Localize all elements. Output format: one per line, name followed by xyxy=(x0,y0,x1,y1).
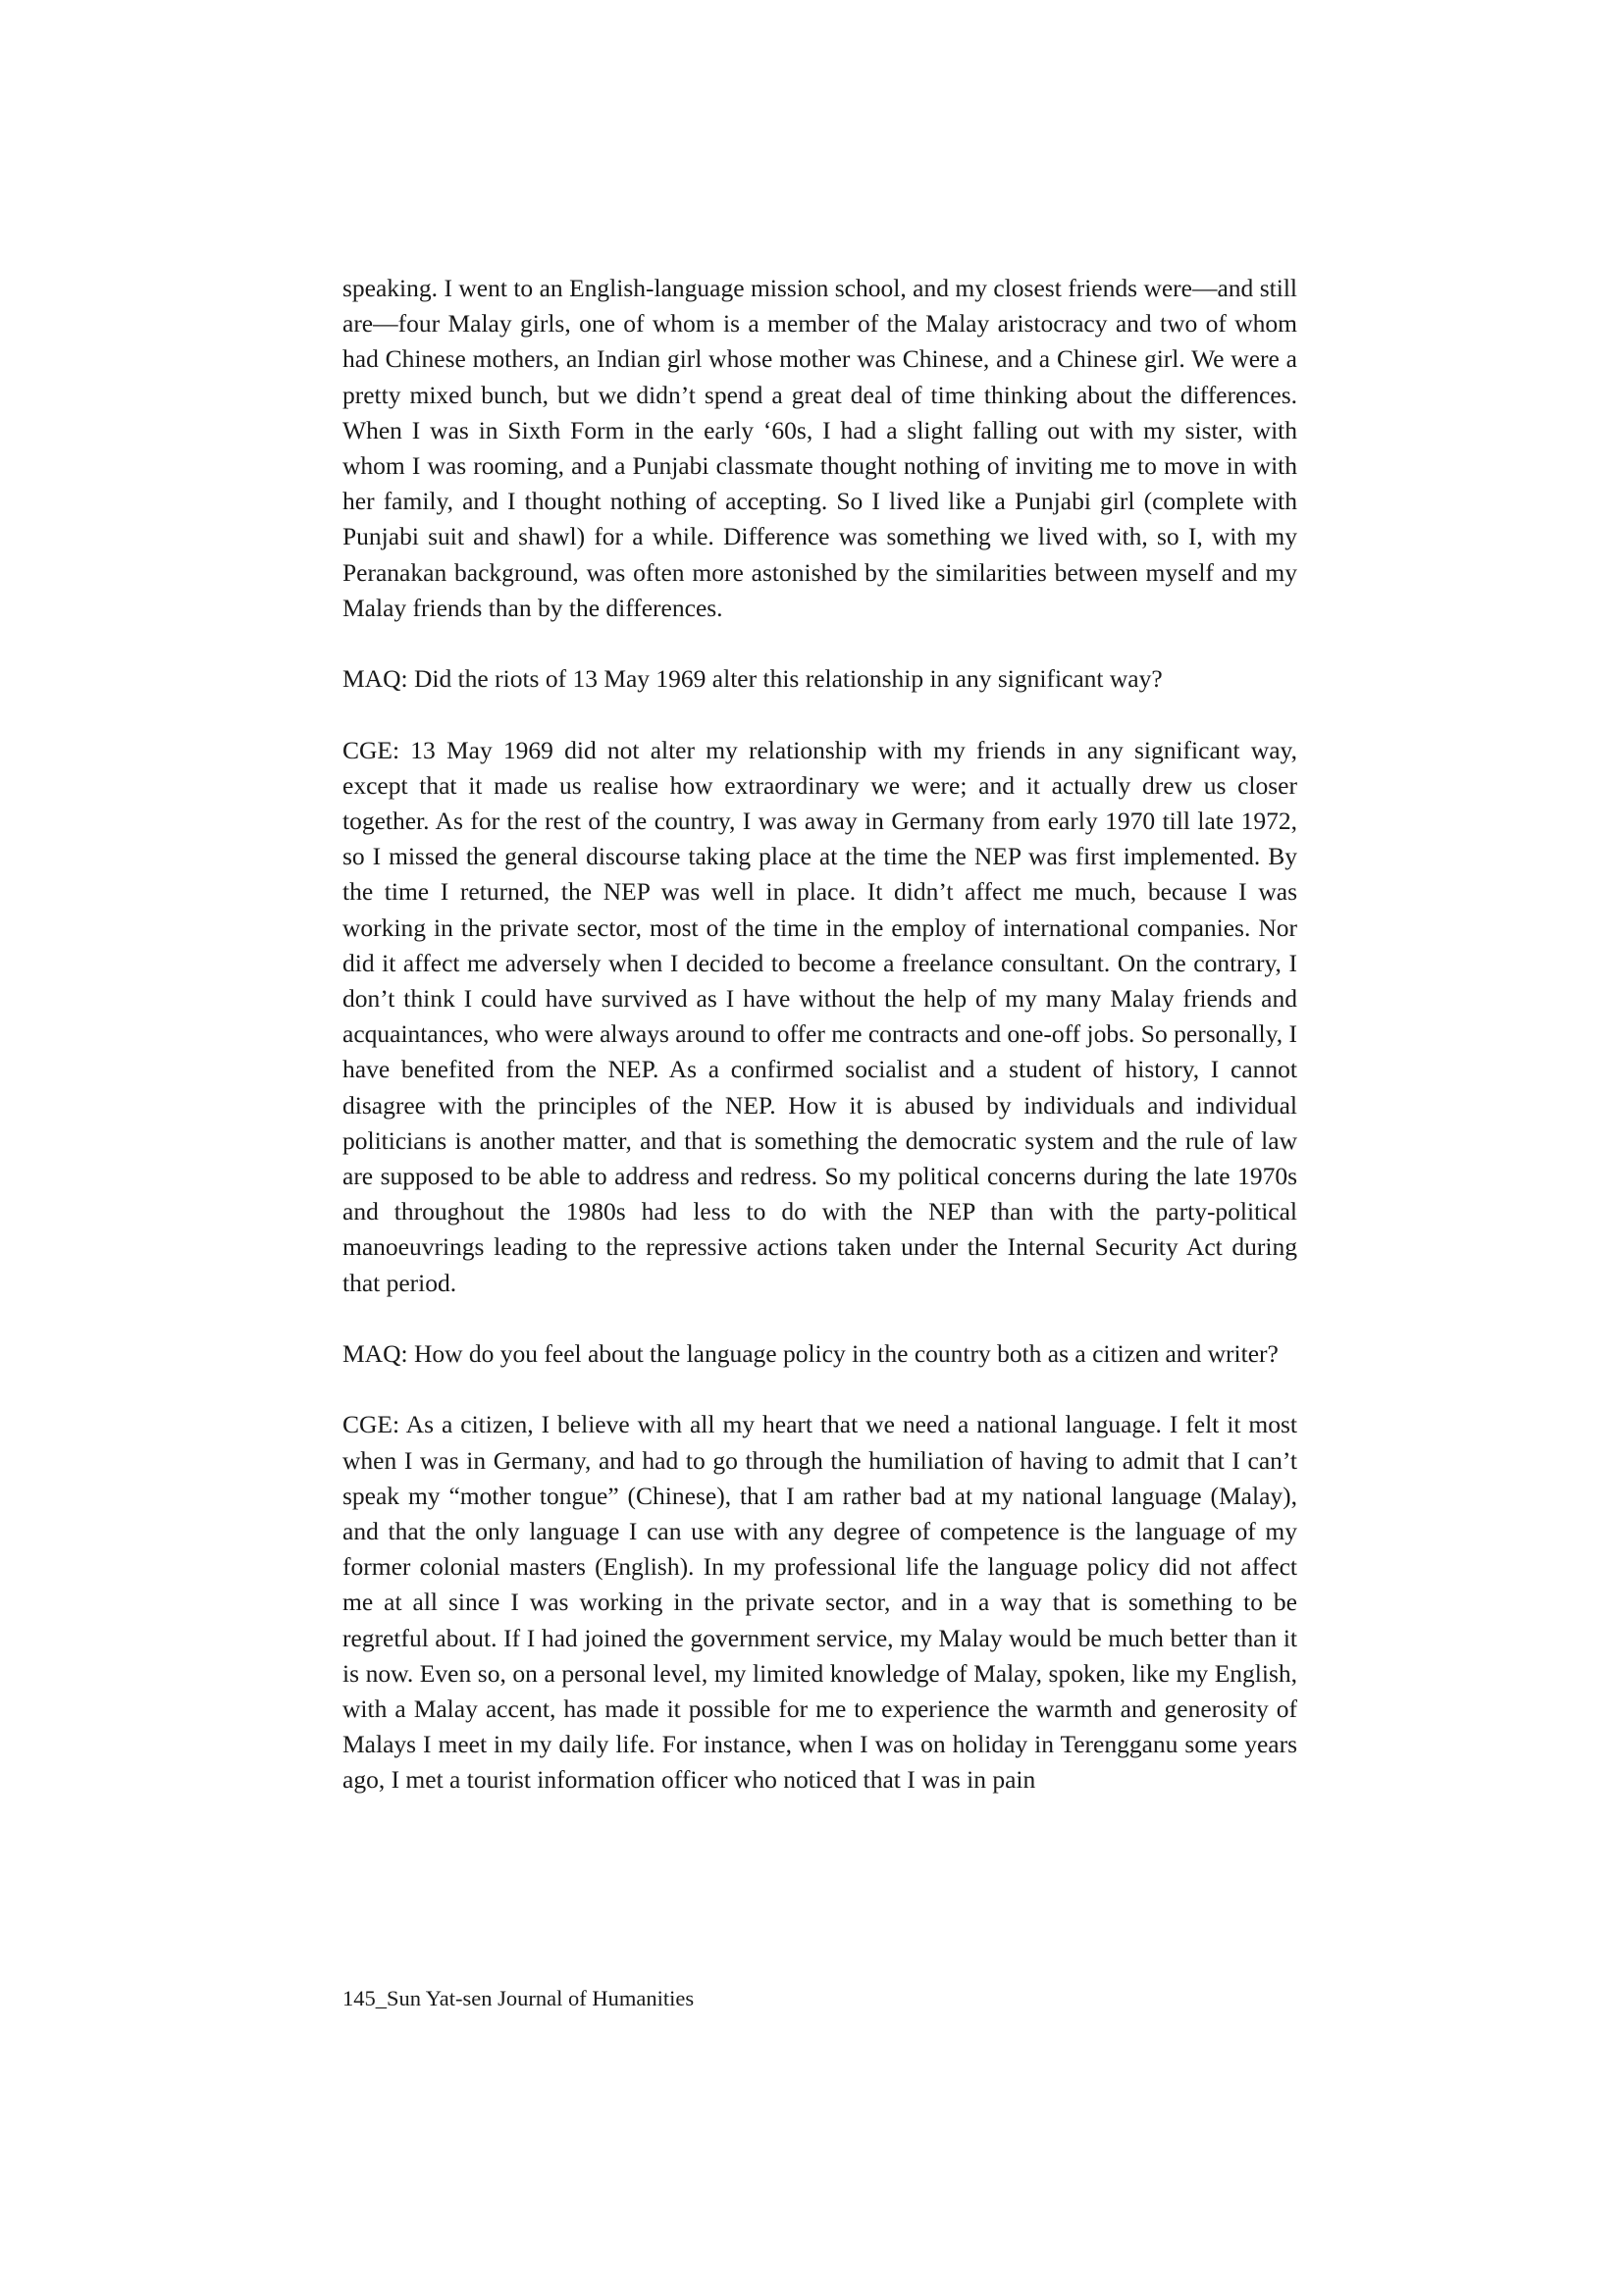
question-paragraph: MAQ: How do you feel about the language policy in the country both as a citizen and writer? xyxy=(342,1339,1279,1369)
answer-paragraph: CGE: As a citizen, I believe with all my heart that we need a national language. I felt it most when I was in Germany, and had to go through the humiliation of having to admit that I can’t speak my “mother tongue” (Chinese), that I am rather bad at my national language (Malay), and that the only language I can use with any degree of competence is the language of my former colonial masters (English). In my professional life the language policy did not affect me at all since I was working in the private sector, and in a way that is something to be regretful about. If I had joined the government service, my Malay would be much better than it is now. Even so, on a personal level, my limited knowledge of Malay, spoken, like my English, with a Malay accent, has made it possible for me to experience the warmth and generosity of Malays I meet in my daily life. For instance, when I was on holiday in Terengganu some years ago, I met a tourist information officer who noticed that I was in pain xyxy=(342,1410,1297,1795)
page-footer: 145_Sun Yat-sen Journal of Humanities xyxy=(342,1986,695,2010)
question-paragraph: MAQ: Did the riots of 13 May 1969 alter this relationship in any significant way? xyxy=(342,664,1163,694)
body-text xyxy=(342,271,1297,1799)
paragraph: speaking. I went to an English-language mission school, and my closest friends were—and still are—four Malay girls, one of whom is a member of the Malay aristocracy and two of whom had Chinese mothers, an Indian girl whose mother was Chinese, and a Chinese girl. We were a pretty mixed bunch, but we didn’t spend a great deal of time thinking about the differences. When I was in Sixth Form in the early ‘60s, I had a slight falling out with my sister, with whom I was rooming, and a Punjabi classmate thought nothing of inviting me to move in with her family, and I thought nothing of accepting. So I lived like a Punjabi girl (complete with Punjabi suit and shawl) for a while. Difference was something we lived with, so I, with my Peranakan background, was often more astonished by the similarities between myself and my Malay friends than by the differences. xyxy=(342,274,1297,622)
answer-paragraph: CGE: 13 May 1969 did not alter my relationship with my friends in any significant way, except that it made us realise how extraordinary we were; and it actually drew us closer together. As for the rest of the country, I was away in Germany from early 1970 till late 1972, so I missed the general discourse taking place at the time the NEP was first implemented. By the time I returned, the NEP was well in place. It didn’t affect me much, because I was working in the private sector, most of the time in the employ of international companies. Nor did it affect me adversely when I decided to become a freelance consultant. On the contrary, I don’t think I could have survived as I have without the help of my many Malay friends and acquaintances, who were always around to offer me contracts and one-off jobs. So personally, I have benefited from the NEP. As a confirmed socialist and a student of history, I cannot disagree with the principles of the NEP. How it is abused by individuals and individual politicians is another matter, and that is something the democratic system and the rule of law are supposed to be able to address and redress. So my political concerns during the late 1970s and throughout the 1980s had less to do with the NEP than with the party-political manoeuvrings leading to the repressive actions taken under the Internal Security Act during that period. xyxy=(342,735,1297,1297)
